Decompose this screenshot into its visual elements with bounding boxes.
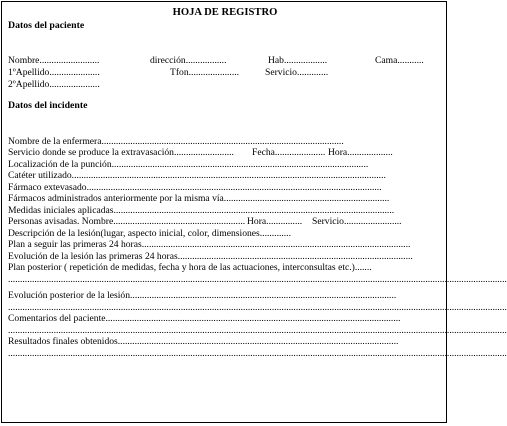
personas-field[interactable]: Personas avisadas. Nombre....................................................... <box>8 216 246 227</box>
personas-hora-field[interactable]: Hora............... <box>247 216 303 227</box>
servicio-extravasacion-field[interactable]: Servicio donde se produce la extravasación......................... <box>8 147 234 158</box>
form-title: HOJA DE REGISTRO <box>172 7 278 18</box>
fecha-field[interactable]: Fecha..................... <box>252 147 326 158</box>
hab-field[interactable]: Hab.................. <box>268 55 328 66</box>
localizacion-field[interactable]: Localización de la punción........................................................................................................... <box>8 159 369 170</box>
personas-servicio-field[interactable]: Servicio........................ <box>312 216 402 227</box>
apellido2-field[interactable]: 2ºApellido..................... <box>8 79 100 90</box>
incident-section-heading: Datos del incidente <box>8 100 88 111</box>
apellido1-field[interactable]: 1ºApellido..................... <box>8 67 100 78</box>
evolucion-posterior-field[interactable]: Evolución posterior de la lesión............................................................................................................... <box>8 290 397 301</box>
plan-posterior-field[interactable]: Plan posterior ( repetición de medidas, fecha y hora de las actuaciones, interconsultas etc.)....... <box>8 262 372 273</box>
descripcion-field[interactable]: Descripción de la lesión(lugar, aspecto inicial, color, dimensiones............. <box>8 228 291 239</box>
hora-field[interactable]: Hora................... <box>328 147 393 158</box>
resultados-continuation[interactable]: ................................................................................................................................................................................................................ <box>8 348 507 359</box>
nombre-field[interactable]: Nombre......................... <box>8 55 100 66</box>
plan-posterior-continuation[interactable]: ................................................................................................................................................................................................................ <box>8 274 507 285</box>
direccion-field[interactable]: dirección................. <box>150 55 227 66</box>
servicio-field[interactable]: Servicio............. <box>265 67 329 78</box>
farmacos-anteriores-field[interactable]: Fármacos administrados anteriormente por la misma vía..................................................................... <box>8 193 390 204</box>
cama-field[interactable]: Cama........... <box>375 55 424 66</box>
comentarios-field[interactable]: Comentarios del paciente........................................................................................................................... <box>8 313 401 324</box>
cateter-field[interactable]: Catéter utilizado................................................................................................................................... <box>8 170 386 181</box>
evolucion-24-field[interactable]: Evolución de la lesión las primeras 24 horas.................................................................................................. <box>8 251 413 262</box>
medidas-field[interactable]: Medidas iniciales aplicadas..................................................................................................................... <box>8 205 395 216</box>
farmaco-field[interactable]: Fármaco extevasado........................................................................................................................... <box>8 182 382 193</box>
resultados-field[interactable]: Resultados finales obtenidos..................................................................................................................... <box>8 336 399 347</box>
tfon-field[interactable]: Tfon..................... <box>170 67 240 78</box>
plan-24-field[interactable]: Plan a seguir las primeras 24 horas................................................................................................................ <box>8 239 411 250</box>
comentarios-continuation[interactable]: ................................................................................................................................................................................................................ <box>8 325 507 336</box>
patient-section-heading: Datos del paciente <box>8 20 85 31</box>
enfermera-field[interactable]: Nombre de la enfermera..................................................................................................... <box>8 136 344 147</box>
evolucion-posterior-continuation[interactable]: ................................................................................................................................................................................................................ <box>8 302 507 313</box>
